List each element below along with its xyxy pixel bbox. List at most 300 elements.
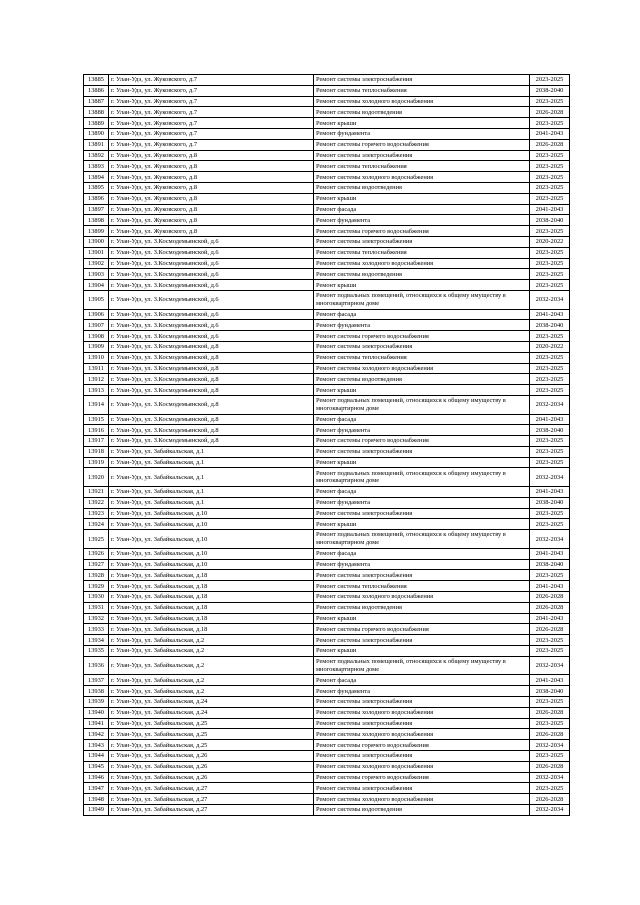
table-row bbox=[84, 581, 570, 592]
row-number: 13921 bbox=[84, 487, 109, 498]
period-cell: 2032-2034 bbox=[530, 290, 570, 309]
work-type-cell: Ремонт фундамента bbox=[314, 215, 530, 226]
period-cell: 2023-2025 bbox=[530, 508, 570, 519]
row-number: 13887 bbox=[84, 96, 109, 107]
period-cell: 2023-2025 bbox=[530, 75, 570, 86]
row-number: 13913 bbox=[84, 385, 109, 396]
work-type-cell: Ремонт системы электроснабжения bbox=[314, 75, 530, 86]
work-type-cell: Ремонт крыши bbox=[314, 118, 530, 129]
period-cell: 2041-2043 bbox=[530, 548, 570, 559]
work-type-cell: Ремонт крыши bbox=[314, 457, 530, 468]
table-row bbox=[84, 675, 570, 686]
work-type-cell: Ремонт системы электроснабжения bbox=[314, 570, 530, 581]
address-cell: г. Улан-Удэ, ул. Забайкальская, д.18 bbox=[109, 581, 314, 592]
row-number: 13893 bbox=[84, 161, 109, 172]
table-row bbox=[84, 280, 570, 291]
table-row bbox=[84, 341, 570, 352]
row-number: 13900 bbox=[84, 236, 109, 247]
address-cell: г. Улан-Удэ, ул. З.Космодемьянской, д.6 bbox=[109, 269, 314, 280]
address-cell: г. Улан-Удэ, ул. Забайкальская, д.2 bbox=[109, 635, 314, 646]
work-type-cell: Ремонт крыши bbox=[314, 646, 530, 657]
row-number: 13910 bbox=[84, 352, 109, 363]
address-cell: г. Улан-Удэ, ул. З.Космодемьянской, д.6 bbox=[109, 258, 314, 269]
row-number: 13925 bbox=[84, 530, 109, 549]
period-cell: 2023-2025 bbox=[530, 697, 570, 708]
address-cell: г. Улан-Удэ, ул. Забайкальская, д.10 bbox=[109, 519, 314, 530]
table-row bbox=[84, 697, 570, 708]
row-number: 13941 bbox=[84, 718, 109, 729]
address-cell: г. Улан-Удэ, ул. Забайкальская, д.27 bbox=[109, 794, 314, 805]
period-cell: 2041-2043 bbox=[530, 204, 570, 215]
table-row bbox=[84, 85, 570, 96]
row-number: 13926 bbox=[84, 548, 109, 559]
period-cell: 2041-2043 bbox=[530, 309, 570, 320]
work-type-cell: Ремонт крыши bbox=[314, 193, 530, 204]
row-number: 13917 bbox=[84, 436, 109, 447]
row-number: 13901 bbox=[84, 247, 109, 258]
period-cell: 2023-2025 bbox=[530, 457, 570, 468]
period-cell: 2023-2025 bbox=[530, 436, 570, 447]
period-cell: 2041-2043 bbox=[530, 128, 570, 139]
row-number: 13903 bbox=[84, 269, 109, 280]
address-cell: г. Улан-Удэ, ул. Забайкальская, д.2 bbox=[109, 646, 314, 657]
work-type-cell: Ремонт системы горячего водоснабжения bbox=[314, 740, 530, 751]
table-row bbox=[84, 363, 570, 374]
table-row bbox=[84, 794, 570, 805]
table-row bbox=[84, 729, 570, 740]
work-type-cell: Ремонт фасада bbox=[314, 487, 530, 498]
period-cell: 2026-2028 bbox=[530, 107, 570, 118]
address-cell: г. Улан-Удэ, ул. З.Космодемьянской, д.8 bbox=[109, 374, 314, 385]
work-type-cell: Ремонт подвальных помещений, относящихся к общему имуществу в многоквартирном доме bbox=[314, 530, 530, 549]
work-type-cell: Ремонт системы электроснабжения bbox=[314, 236, 530, 247]
table-row bbox=[84, 172, 570, 183]
period-cell: 2023-2025 bbox=[530, 635, 570, 646]
address-cell: г. Улан-Удэ, ул. Жуковского, д.8 bbox=[109, 204, 314, 215]
address-cell: г. Улан-Удэ, ул. Жуковского, д.7 bbox=[109, 139, 314, 150]
table-row bbox=[84, 425, 570, 436]
address-cell: г. Улан-Удэ, ул. Жуковского, д.8 bbox=[109, 150, 314, 161]
work-type-cell: Ремонт системы электроснабжения bbox=[314, 635, 530, 646]
work-type-cell: Ремонт системы электроснабжения bbox=[314, 783, 530, 794]
row-number: 13934 bbox=[84, 635, 109, 646]
period-cell: 2032-2034 bbox=[530, 656, 570, 675]
row-number: 13931 bbox=[84, 602, 109, 613]
address-cell: г. Улан-Удэ, ул. Жуковского, д.8 bbox=[109, 172, 314, 183]
work-type-cell: Ремонт фундамента bbox=[314, 128, 530, 139]
table-row bbox=[84, 75, 570, 86]
row-number: 13929 bbox=[84, 581, 109, 592]
table-row bbox=[84, 457, 570, 468]
period-cell: 2026-2028 bbox=[530, 729, 570, 740]
table-row bbox=[84, 385, 570, 396]
period-cell: 2032-2034 bbox=[530, 740, 570, 751]
work-type-cell: Ремонт системы холодного водоснабжения bbox=[314, 96, 530, 107]
period-cell: 2026-2028 bbox=[530, 761, 570, 772]
address-cell: г. Улан-Удэ, ул. Забайкальская, д.2 bbox=[109, 686, 314, 697]
row-number: 13930 bbox=[84, 592, 109, 603]
table-row bbox=[84, 718, 570, 729]
work-type-cell: Ремонт фундамента bbox=[314, 559, 530, 570]
row-number: 13940 bbox=[84, 707, 109, 718]
work-type-cell: Ремонт системы электроснабжения bbox=[314, 751, 530, 762]
table-row bbox=[84, 783, 570, 794]
address-cell: г. Улан-Удэ, ул. Забайкальская, д.24 bbox=[109, 697, 314, 708]
row-number: 13937 bbox=[84, 675, 109, 686]
capital-repair-table bbox=[83, 74, 570, 816]
address-cell: г. Улан-Удэ, ул. Жуковского, д.7 bbox=[109, 75, 314, 86]
row-number: 13898 bbox=[84, 215, 109, 226]
table-row bbox=[84, 309, 570, 320]
row-number: 13944 bbox=[84, 751, 109, 762]
address-cell: г. Улан-Удэ, ул. З.Космодемьянской, д.8 bbox=[109, 425, 314, 436]
period-cell: 2026-2028 bbox=[530, 624, 570, 635]
address-cell: г. Улан-Удэ, ул. Жуковского, д.8 bbox=[109, 226, 314, 237]
period-cell: 2026-2028 bbox=[530, 602, 570, 613]
row-number: 13927 bbox=[84, 559, 109, 570]
address-cell: г. Улан-Удэ, ул. Забайкальская, д.26 bbox=[109, 751, 314, 762]
work-type-cell: Ремонт системы горячего водоснабжения bbox=[314, 436, 530, 447]
work-type-cell: Ремонт системы холодного водоснабжения bbox=[314, 729, 530, 740]
table-row bbox=[84, 107, 570, 118]
address-cell: г. Улан-Удэ, ул. Забайкальская, д.18 bbox=[109, 592, 314, 603]
work-type-cell: Ремонт системы холодного водоснабжения bbox=[314, 794, 530, 805]
row-number: 13920 bbox=[84, 468, 109, 487]
table-row bbox=[84, 150, 570, 161]
row-number: 13918 bbox=[84, 446, 109, 457]
address-cell: г. Улан-Удэ, ул. Забайкальская, д.27 bbox=[109, 804, 314, 815]
table-row bbox=[84, 269, 570, 280]
period-cell: 2041-2043 bbox=[530, 613, 570, 624]
row-number: 13889 bbox=[84, 118, 109, 129]
period-cell: 2023-2025 bbox=[530, 783, 570, 794]
row-number: 13916 bbox=[84, 425, 109, 436]
row-number: 13899 bbox=[84, 226, 109, 237]
row-number: 13911 bbox=[84, 363, 109, 374]
table-row bbox=[84, 236, 570, 247]
address-cell: г. Улан-Удэ, ул. Забайкальская, д.24 bbox=[109, 707, 314, 718]
work-type-cell: Ремонт фундамента bbox=[314, 686, 530, 697]
table-row bbox=[84, 374, 570, 385]
row-number: 13928 bbox=[84, 570, 109, 581]
period-cell: 2041-2043 bbox=[530, 487, 570, 498]
address-cell: г. Улан-Удэ, ул. З.Космодемьянской, д.6 bbox=[109, 280, 314, 291]
period-cell: 2023-2025 bbox=[530, 247, 570, 258]
row-number: 13948 bbox=[84, 794, 109, 805]
row-number: 13888 bbox=[84, 107, 109, 118]
row-number: 13906 bbox=[84, 309, 109, 320]
address-cell: г. Улан-Удэ, ул. Забайкальская, д.1 bbox=[109, 457, 314, 468]
row-number: 13933 bbox=[84, 624, 109, 635]
row-number: 13912 bbox=[84, 374, 109, 385]
table-row bbox=[84, 182, 570, 193]
period-cell: 2032-2034 bbox=[530, 395, 570, 414]
period-cell: 2023-2025 bbox=[530, 172, 570, 183]
work-type-cell: Ремонт системы холодного водоснабжения bbox=[314, 363, 530, 374]
work-type-cell: Ремонт системы теплоснабжения bbox=[314, 85, 530, 96]
period-cell: 2038-2040 bbox=[530, 686, 570, 697]
row-number: 13896 bbox=[84, 193, 109, 204]
period-cell: 2023-2025 bbox=[530, 150, 570, 161]
address-cell: г. Улан-Удэ, ул. З.Космодемьянской, д.8 bbox=[109, 395, 314, 414]
period-cell: 2023-2025 bbox=[530, 646, 570, 657]
work-type-cell: Ремонт системы электроснабжения bbox=[314, 341, 530, 352]
row-number: 13938 bbox=[84, 686, 109, 697]
address-cell: г. Улан-Удэ, ул. Забайкальская, д.1 bbox=[109, 497, 314, 508]
address-cell: г. Улан-Удэ, ул. Забайкальская, д.2 bbox=[109, 656, 314, 675]
address-cell: г. Улан-Удэ, ул. З.Космодемьянской, д.8 bbox=[109, 385, 314, 396]
period-cell: 2023-2025 bbox=[530, 385, 570, 396]
period-cell: 2023-2025 bbox=[530, 446, 570, 457]
work-type-cell: Ремонт системы теплоснабжения bbox=[314, 247, 530, 258]
row-number: 13885 bbox=[84, 75, 109, 86]
work-type-cell: Ремонт системы горячего водоснабжения bbox=[314, 624, 530, 635]
address-cell: г. Улан-Удэ, ул. З.Космодемьянской, д.8 bbox=[109, 414, 314, 425]
address-cell: г. Улан-Удэ, ул. Забайкальская, д.25 bbox=[109, 718, 314, 729]
address-cell: г. Улан-Удэ, ул. Жуковского, д.8 bbox=[109, 193, 314, 204]
work-type-cell: Ремонт системы электроснабжения bbox=[314, 718, 530, 729]
table-row bbox=[84, 686, 570, 697]
row-number: 13942 bbox=[84, 729, 109, 740]
table-row bbox=[84, 656, 570, 675]
address-cell: г. Улан-Удэ, ул. З.Космодемьянской, д.8 bbox=[109, 363, 314, 374]
address-cell: г. Улан-Удэ, ул. Забайкальская, д.10 bbox=[109, 559, 314, 570]
address-cell: г. Улан-Удэ, ул. Забайкальская, д.10 bbox=[109, 548, 314, 559]
work-type-cell: Ремонт фасада bbox=[314, 309, 530, 320]
row-number: 13919 bbox=[84, 457, 109, 468]
period-cell: 2032-2034 bbox=[530, 530, 570, 549]
work-type-cell: Ремонт фасада bbox=[314, 548, 530, 559]
period-cell: 2023-2025 bbox=[530, 118, 570, 129]
address-cell: г. Улан-Удэ, ул. Забайкальская, д.18 bbox=[109, 602, 314, 613]
row-number: 13932 bbox=[84, 613, 109, 624]
period-cell: 2023-2025 bbox=[530, 280, 570, 291]
table-row bbox=[84, 446, 570, 457]
work-type-cell: Ремонт системы холодного водоснабжения bbox=[314, 707, 530, 718]
work-type-cell: Ремонт системы водоотведения bbox=[314, 269, 530, 280]
address-cell: г. Улан-Удэ, ул. Жуковского, д.7 bbox=[109, 118, 314, 129]
work-type-cell: Ремонт системы водоотведения bbox=[314, 374, 530, 385]
table-row bbox=[84, 118, 570, 129]
table-row bbox=[84, 487, 570, 498]
period-cell: 2023-2025 bbox=[530, 570, 570, 581]
table-row bbox=[84, 559, 570, 570]
row-number: 13894 bbox=[84, 172, 109, 183]
address-cell: г. Улан-Удэ, ул. Забайкальская, д.1 bbox=[109, 446, 314, 457]
row-number: 13946 bbox=[84, 772, 109, 783]
table-row bbox=[84, 530, 570, 549]
work-type-cell: Ремонт крыши bbox=[314, 519, 530, 530]
work-type-cell: Ремонт фундамента bbox=[314, 497, 530, 508]
period-cell: 2023-2025 bbox=[530, 363, 570, 374]
period-cell: 2023-2025 bbox=[530, 519, 570, 530]
address-cell: г. Улан-Удэ, ул. Забайкальская, д.26 bbox=[109, 772, 314, 783]
address-cell: г. Улан-Удэ, ул. Забайкальская, д.25 bbox=[109, 740, 314, 751]
row-number: 13939 bbox=[84, 697, 109, 708]
table-row bbox=[84, 519, 570, 530]
period-cell: 2032-2034 bbox=[530, 804, 570, 815]
work-type-cell: Ремонт системы теплоснабжения bbox=[314, 161, 530, 172]
table-row bbox=[84, 193, 570, 204]
work-type-cell: Ремонт системы теплоснабжения bbox=[314, 581, 530, 592]
period-cell: 2020-2022 bbox=[530, 236, 570, 247]
row-number: 13909 bbox=[84, 341, 109, 352]
work-type-cell: Ремонт системы теплоснабжения bbox=[314, 352, 530, 363]
address-cell: г. Улан-Удэ, ул. З.Космодемьянской, д.8 bbox=[109, 352, 314, 363]
row-number: 13914 bbox=[84, 395, 109, 414]
work-type-cell: Ремонт системы горячего водоснабжения bbox=[314, 139, 530, 150]
work-type-cell: Ремонт крыши bbox=[314, 280, 530, 291]
period-cell: 2023-2025 bbox=[530, 226, 570, 237]
table-row bbox=[84, 804, 570, 815]
table-row bbox=[84, 740, 570, 751]
work-type-cell: Ремонт фасада bbox=[314, 204, 530, 215]
table-row bbox=[84, 414, 570, 425]
period-cell: 2026-2028 bbox=[530, 707, 570, 718]
address-cell: г. Улан-Удэ, ул. Забайкальская, д.2 bbox=[109, 675, 314, 686]
period-cell: 2020-2022 bbox=[530, 341, 570, 352]
table-row bbox=[84, 331, 570, 342]
period-cell: 2041-2043 bbox=[530, 414, 570, 425]
row-number: 13907 bbox=[84, 320, 109, 331]
work-type-cell: Ремонт системы горячего водоснабжения bbox=[314, 226, 530, 237]
work-type-cell: Ремонт фундамента bbox=[314, 425, 530, 436]
table-row bbox=[84, 592, 570, 603]
work-type-cell: Ремонт фундамента bbox=[314, 320, 530, 331]
period-cell: 2041-2043 bbox=[530, 675, 570, 686]
row-number: 13949 bbox=[84, 804, 109, 815]
work-type-cell: Ремонт системы горячего водоснабжения bbox=[314, 331, 530, 342]
work-type-cell: Ремонт системы водоотведения bbox=[314, 602, 530, 613]
table-row bbox=[84, 707, 570, 718]
period-cell: 2032-2034 bbox=[530, 772, 570, 783]
address-cell: г. Улан-Удэ, ул. З.Космодемьянской, д.6 bbox=[109, 290, 314, 309]
work-type-cell: Ремонт системы горячего водоснабжения bbox=[314, 772, 530, 783]
address-cell: г. Улан-Удэ, ул. З.Космодемьянской, д.8 bbox=[109, 436, 314, 447]
row-number: 13947 bbox=[84, 783, 109, 794]
address-cell: г. Улан-Удэ, ул. Забайкальская, д.1 bbox=[109, 468, 314, 487]
period-cell: 2026-2028 bbox=[530, 794, 570, 805]
address-cell: г. Улан-Удэ, ул. Забайкальская, д.10 bbox=[109, 508, 314, 519]
table-row bbox=[84, 570, 570, 581]
address-cell: г. Улан-Удэ, ул. Жуковского, д.7 bbox=[109, 85, 314, 96]
table-row bbox=[84, 508, 570, 519]
work-type-cell: Ремонт системы электроснабжения bbox=[314, 508, 530, 519]
address-cell: г. Улан-Удэ, ул. Забайкальская, д.27 bbox=[109, 783, 314, 794]
period-cell: 2038-2040 bbox=[530, 215, 570, 226]
address-cell: г. Улан-Удэ, ул. З.Космодемьянской, д.6 bbox=[109, 320, 314, 331]
address-cell: г. Улан-Удэ, ул. З.Космодемьянской, д.6 bbox=[109, 236, 314, 247]
work-type-cell: Ремонт системы электроснабжения bbox=[314, 446, 530, 457]
table-row bbox=[84, 320, 570, 331]
work-type-cell: Ремонт системы холодного водоснабжения bbox=[314, 761, 530, 772]
work-type-cell: Ремонт системы водоотведения bbox=[314, 107, 530, 118]
work-type-cell: Ремонт подвальных помещений, относящихся к общему имуществу в многоквартирном доме bbox=[314, 468, 530, 487]
table-row bbox=[84, 395, 570, 414]
table-row bbox=[84, 468, 570, 487]
period-cell: 2041-2043 bbox=[530, 581, 570, 592]
table-row bbox=[84, 497, 570, 508]
row-number: 13936 bbox=[84, 656, 109, 675]
address-cell: г. Улан-Удэ, ул. Забайкальская, д.26 bbox=[109, 761, 314, 772]
row-number: 13892 bbox=[84, 150, 109, 161]
table-row bbox=[84, 161, 570, 172]
work-type-cell: Ремонт системы холодного водоснабжения bbox=[314, 592, 530, 603]
table-row bbox=[84, 139, 570, 150]
table-row bbox=[84, 613, 570, 624]
work-type-cell: Ремонт системы водоотведения bbox=[314, 182, 530, 193]
address-cell: г. Улан-Удэ, ул. З.Космодемьянской, д.6 bbox=[109, 331, 314, 342]
table-row bbox=[84, 226, 570, 237]
work-type-cell: Ремонт системы водоотведения bbox=[314, 804, 530, 815]
work-type-cell: Ремонт системы холодного водоснабжения bbox=[314, 172, 530, 183]
work-type-cell: Ремонт крыши bbox=[314, 613, 530, 624]
row-number: 13904 bbox=[84, 280, 109, 291]
table-row bbox=[84, 352, 570, 363]
period-cell: 2032-2034 bbox=[530, 468, 570, 487]
row-number: 13935 bbox=[84, 646, 109, 657]
work-type-cell: Ремонт подвальных помещений, относящихся к общему имуществу в многоквартирном доме bbox=[314, 656, 530, 675]
row-number: 13945 bbox=[84, 761, 109, 772]
address-cell: г. Улан-Удэ, ул. Жуковского, д.7 bbox=[109, 96, 314, 107]
row-number: 13923 bbox=[84, 508, 109, 519]
period-cell: 2023-2025 bbox=[530, 193, 570, 204]
row-number: 13902 bbox=[84, 258, 109, 269]
period-cell: 2023-2025 bbox=[530, 718, 570, 729]
address-cell: г. Улан-Удэ, ул. Забайкальская, д.25 bbox=[109, 729, 314, 740]
row-number: 13905 bbox=[84, 290, 109, 309]
table-row bbox=[84, 751, 570, 762]
period-cell: 2038-2040 bbox=[530, 559, 570, 570]
work-type-cell: Ремонт фасада bbox=[314, 675, 530, 686]
period-cell: 2038-2040 bbox=[530, 497, 570, 508]
row-number: 13897 bbox=[84, 204, 109, 215]
table-row bbox=[84, 646, 570, 657]
table-row bbox=[84, 635, 570, 646]
period-cell: 2023-2025 bbox=[530, 161, 570, 172]
address-cell: г. Улан-Удэ, ул. Забайкальская, д.10 bbox=[109, 530, 314, 549]
table-row bbox=[84, 548, 570, 559]
period-cell: 2038-2040 bbox=[530, 425, 570, 436]
address-cell: г. Улан-Удэ, ул. Забайкальская, д.18 bbox=[109, 624, 314, 635]
period-cell: 2023-2025 bbox=[530, 182, 570, 193]
period-cell: 2026-2028 bbox=[530, 139, 570, 150]
row-number: 13891 bbox=[84, 139, 109, 150]
work-type-cell: Ремонт крыши bbox=[314, 385, 530, 396]
period-cell: 2026-2028 bbox=[530, 592, 570, 603]
table-row bbox=[84, 602, 570, 613]
address-cell: г. Улан-Удэ, ул. Жуковского, д.7 bbox=[109, 107, 314, 118]
row-number: 13895 bbox=[84, 182, 109, 193]
table-row bbox=[84, 290, 570, 309]
row-number: 13922 bbox=[84, 497, 109, 508]
address-cell: г. Улан-Удэ, ул. Забайкальская, д.18 bbox=[109, 570, 314, 581]
work-type-cell: Ремонт системы электроснабжения bbox=[314, 150, 530, 161]
row-number: 13943 bbox=[84, 740, 109, 751]
table-body bbox=[84, 75, 570, 816]
row-number: 13908 bbox=[84, 331, 109, 342]
work-type-cell: Ремонт фасада bbox=[314, 414, 530, 425]
address-cell: г. Улан-Удэ, ул. Забайкальская, д.1 bbox=[109, 487, 314, 498]
period-cell: 2023-2025 bbox=[530, 352, 570, 363]
address-cell: г. Улан-Удэ, ул. Жуковского, д.7 bbox=[109, 128, 314, 139]
period-cell: 2038-2040 bbox=[530, 85, 570, 96]
address-cell: г. Улан-Удэ, ул. З.Космодемьянской, д.8 bbox=[109, 341, 314, 352]
table-row bbox=[84, 96, 570, 107]
row-number: 13915 bbox=[84, 414, 109, 425]
table-row bbox=[84, 128, 570, 139]
period-cell: 2023-2025 bbox=[530, 331, 570, 342]
